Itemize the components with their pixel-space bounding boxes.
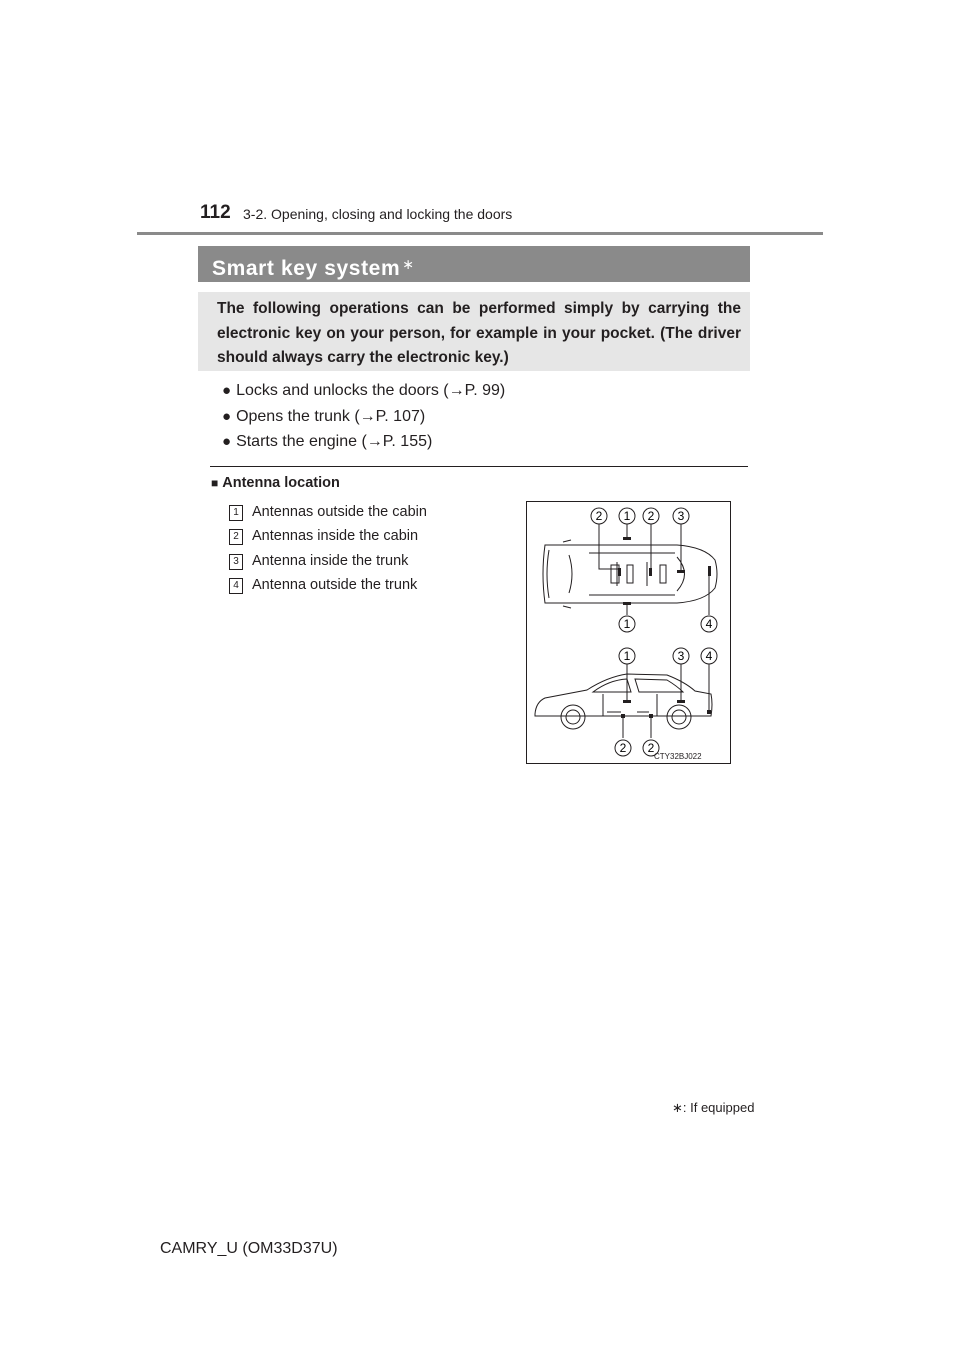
callout-top-2b xyxy=(643,508,659,524)
section-title-bar xyxy=(198,246,750,282)
callout-side-2a xyxy=(615,740,631,756)
document-id: CAMRY_U (OM33D37U) xyxy=(160,1240,338,1257)
callout-side-1 xyxy=(619,648,635,664)
list-item xyxy=(222,378,505,404)
callout-bottom-1 xyxy=(619,616,635,632)
if-equipped-marker: ∗ xyxy=(402,256,415,272)
operations-list xyxy=(222,378,505,455)
antenna-legend xyxy=(229,500,427,597)
list-item-text: Opens the trunk (→P. 107) xyxy=(236,407,426,425)
figure-code: CTY32BJ022 xyxy=(654,752,702,761)
footnote: ∗: If equipped xyxy=(672,1100,755,1115)
callout-side-4 xyxy=(701,648,717,664)
bullet-icon: ● xyxy=(222,433,232,450)
section-breadcrumb: 3-2. Opening, closing and locking the doors xyxy=(243,206,513,222)
callout-side-3 xyxy=(673,648,689,664)
bullet-icon: ● xyxy=(222,407,232,425)
legend-number: 1 xyxy=(229,505,243,521)
callout-number: 1 xyxy=(623,617,631,631)
legend-text: Antenna outside the trunk xyxy=(252,576,418,593)
section-divider xyxy=(210,466,748,467)
callout-number: 1 xyxy=(623,649,631,663)
legend-item xyxy=(229,549,427,573)
callout-number: 2 xyxy=(647,509,655,523)
callout-number: 4 xyxy=(705,617,713,631)
callout-number: 3 xyxy=(677,509,685,523)
callout-bottom-4 xyxy=(701,616,717,632)
antenna-heading-text: Antenna location xyxy=(222,475,340,491)
section-title: Smart key system xyxy=(212,257,401,280)
square-bullet-icon: ■ xyxy=(211,476,219,490)
side-view-antennas xyxy=(621,700,711,718)
callout-top-2a xyxy=(591,508,607,524)
list-item-text: Starts the engine (→P. 155) xyxy=(236,433,433,450)
antenna-location-heading xyxy=(211,475,340,491)
legend-number: 2 xyxy=(229,529,243,545)
list-item xyxy=(222,429,505,455)
callout-number: 2 xyxy=(619,741,627,755)
callout-number: 2 xyxy=(647,741,655,755)
callout-number: 1 xyxy=(623,509,631,523)
header-divider xyxy=(137,232,823,235)
callout-number: 4 xyxy=(705,649,713,663)
intro-box xyxy=(198,292,750,371)
legend-text: Antennas outside the cabin xyxy=(252,504,427,520)
legend-number: 4 xyxy=(229,578,243,594)
list-item-text: Locks and unlocks the doors (→P. 99) xyxy=(236,382,506,399)
car-top-view xyxy=(543,540,717,608)
legend-item xyxy=(229,524,427,548)
legend-number: 3 xyxy=(229,554,243,570)
legend-text: Antennas inside the cabin xyxy=(252,528,419,545)
legend-item xyxy=(229,500,427,524)
callout-number: 2 xyxy=(595,509,603,523)
callout-top-1 xyxy=(619,508,635,524)
legend-text: Antenna inside the trunk xyxy=(252,552,409,569)
page-number: 112 xyxy=(200,202,231,223)
legend-item xyxy=(229,573,427,597)
intro-text: The following operations can be performed simply by carrying the electronic key on your person, for example in your pocket. (The driver should always carry the electronic key.) xyxy=(217,300,741,366)
bullet-icon: ● xyxy=(222,382,232,399)
top-view-callouts xyxy=(591,508,717,632)
callout-top-3 xyxy=(673,508,689,524)
list-item xyxy=(222,404,505,430)
callout-number: 3 xyxy=(677,649,685,663)
antenna-diagram xyxy=(526,501,731,764)
